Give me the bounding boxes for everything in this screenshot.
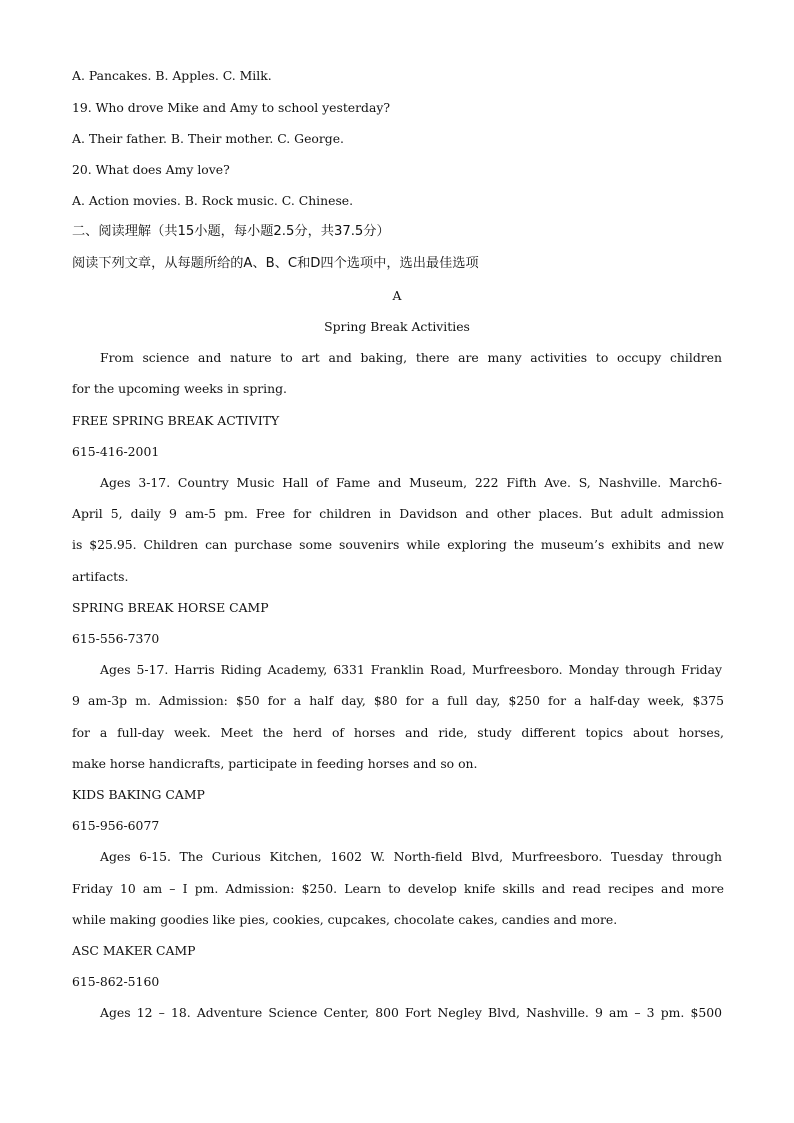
section-instruction: 阅读下列文章，从每题所给的A、B、C和D四个选项中，选出最佳选项 [72,256,479,271]
activity-description-line: Ages 5-17. Harris Riding Academy, 6331 Franklin Road, Murfreesboro. Monday through Friday [100,662,722,677]
activity-description-line: artifacts. [72,569,129,584]
activity-phone: 615-416-2001 [72,444,160,459]
activity-description-line: is $25.95. Children can purchase some souvenirs while exploring the museum’s exhibits and new [72,537,724,552]
passage-label: A [392,288,402,303]
question-19-text: 19. Who drove Mike and Amy to school yesterday? [72,100,391,115]
activity-description-line: 9 am-3p m. Admission: $50 for a half day, $80 for a full day, $250 for a half-day week, $375 [72,693,724,708]
question-20-options: A. Action movies. B. Rock music. C. Chinese. [72,193,354,208]
section-heading: 二、阅读理解（共15小题，每小题2.5分，共37.5分） [72,224,390,239]
activity-name: KIDS BAKING CAMP [72,787,205,802]
activity-name: FREE SPRING BREAK ACTIVITY [72,413,280,428]
activity-phone: 615-956-6077 [72,818,160,833]
activity-description-line: April 5, daily 9 am-5 pm. Free for children in Davidson and other places. But adult admission [72,506,724,521]
activity-description-line: Ages 12 – 18. Adventure Science Center, 800 Fort Negley Blvd, Nashville. 9 am – 3 pm. $500 [100,1005,722,1020]
activity-phone: 615-556-7370 [72,631,160,646]
activity-name: ASC MAKER CAMP [72,943,196,958]
question-20-text: 20. What does Amy love? [72,162,230,177]
activity-phone: 615-862-5160 [72,974,160,989]
activity-description-line: for a full-day week. Meet the herd of horses and ride, study different topics about horses, [72,725,724,740]
question-19-options: A. Their father. B. Their mother. C. George. [72,131,344,146]
activity-name: SPRING BREAK HORSE CAMP [72,600,269,615]
passage-intro-line: From science and nature to art and baking, there are many activities to occupy children [100,350,722,365]
activity-description-line: Friday 10 am – I pm. Admission: $250. Learn to develop knife skills and read recipes and more [72,881,724,896]
passage-intro-line: for the upcoming weeks in spring. [72,381,287,396]
question-18-options: A. Pancakes. B. Apples. C. Milk. [72,68,272,83]
activity-description-line: Ages 3-17. Country Music Hall of Fame and Museum, 222 Fifth Ave. S, Nashville. March6- [100,475,722,490]
activity-description-line: make horse handicrafts, participate in feeding horses and so on. [72,756,478,771]
activity-description-line: Ages 6-15. The Curious Kitchen, 1602 W. North-field Blvd, Murfreesboro. Tuesday through [100,849,722,864]
activity-description-line: while making goodies like pies, cookies, cupcakes, chocolate cakes, candies and more. [72,912,618,927]
passage-title: Spring Break Activities [324,319,470,334]
